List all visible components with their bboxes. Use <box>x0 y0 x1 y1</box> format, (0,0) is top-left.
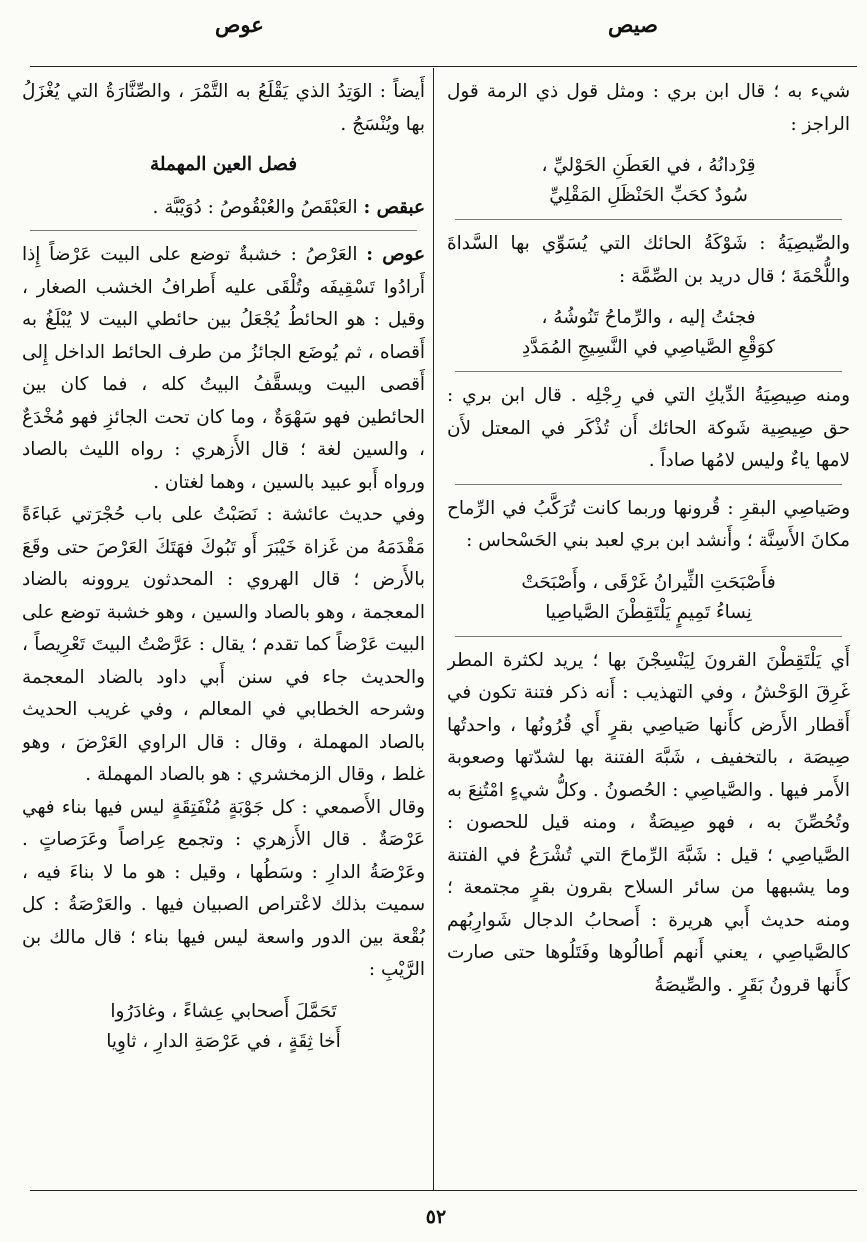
divider <box>455 484 842 485</box>
divider <box>30 230 417 231</box>
paragraph: شيء به ؛ قال ابن بري : ومثل قول ذي الرمة قول الراجز : <box>447 81 850 135</box>
divider <box>455 219 842 220</box>
paragraph: ومنه صِيصِيَةُ الدِّيكِ التي في رِجْلِه . قال ابن بري : حق صِيصِية شَوكة الحائك أَن تُذْكَر في المعتل لأَن لامها ياءٌ وليس لامُها صاداً . <box>447 385 850 471</box>
section-title: فصل العين المهملة <box>149 154 297 175</box>
right-column <box>447 76 850 1182</box>
verse-line: فجئتُ إليه ، والرِّماحُ تَنُوشُهُ ، <box>541 307 756 328</box>
verse-line: تَحَمَّلَ أَصحابي عِشاءً ، وغادَرُوا <box>110 1000 337 1022</box>
divider <box>455 371 842 372</box>
verse-block <box>447 151 850 211</box>
page-number: ٥٢ <box>425 1206 447 1228</box>
paragraph: وقال الأَصمعي : كل جَوْبَةٍ مُنْفَتِقَةٍ ليس فيها بناء فهي عَرْصَةٌ . قال الأَزهري : وتجمع عِراصاً وعَرَصاتٍ . وعَرْصَةُ الدارِ : وسَطُها ، وقيل : هو ما لا بناءَ فيه ، سميت بذلك لاعْتراص الصبيان فيها . والعَرْصَةُ : كل بُقْعة بين الدور واسعة ليس فيها بناء ؛ قال مالك بن الرَّيْبِ : <box>22 796 425 980</box>
entry-body: العَبْقَصُ والعُبْقُوصُ : دُوَيْبَّة . <box>152 196 364 218</box>
verse-line: أَخا ثِقَةٍ ، في عَرْصَةِ الدارِ ، ثاوِيا <box>106 1030 341 1052</box>
entry-body: العَرْصُ : خشبةٌ توضع على البيت عَرْضاً إِذا أَرادُوا تَسْقِيفَه وتُلْقَى عليه أَطرافُ الخشب الصغار ، وقيل : هو الحائطُ يُجْعَلُ بين حائطي البيت لا يُبْلَغُ به أَقصاه ، ثم يُوضَع الجائزُ من طرف الحائط الداخل إِلى أَقصى البيت ويسقَّفُ البيتُ كله ، فما كان بين الحائطين فهو سَهْوَةٌ ، وما كان تحت الجائزِ فهو مُخْدَعٌ ، والسين لغة ؛ قال الأَزهري : رواه الليث بالصاد ورواه أَبو عبيد بالسين ، وهما لغتان . <box>22 244 425 493</box>
verse-block <box>22 997 425 1057</box>
top-rule <box>30 66 857 67</box>
verse-block <box>447 303 850 363</box>
paragraph: أَي يَلْتَقِطْنَ القرونَ لِيَنْسِجْنَ بها ؛ يريد لكثرة المطر غَرِقَ الوَحْشُ ، وفي التهذيب : أَنه ذكر فتنة تكون في أَقطار الأَرض كأَنها صَياصِي بقرٍ أَي قُرُونُها ، واحدتُها صِيصَة ، بالتخفيف ، شَبَّهَ الفتنة بها لشدّتها وصعوبة الأَمر فيها . والصَّياصِي : الحُصونُ . وكلُّ شيءٍ امْتُنِعَ به وتُحُصِّنَ به ، فهو صِيصَةٌ ، ومنه قيل للحصون : الصَّياصِي ؛ قيل : شَبَّهَ الرِّماحَ التي تُشْرَعُ في الفتنة وما يشبهها من سائر السلاح بقرون بقرٍ مجتمعة ؛ ومنه حديث أَبي هريرة : أَصحابُ الدجال شَوارِبُهم كالصَّياصِي ، يعني أَنهم أَطالُوها وفَتَلُوها حتى صارت كأَنها قرونُ بَقَرٍ . والصِّيصَةُ <box>447 649 850 996</box>
left-column <box>22 76 425 1182</box>
page-header-right: صيص <box>608 12 658 37</box>
bottom-rule <box>30 1190 857 1191</box>
paragraph: وفي حديث عائشة : نَصَبْتُ على باب حُجْرَتي عَباءَةً مَقْدَمَهُ من غَزاة خَيْبَرَ أَو تَبُوكَ فهَتَكَ العَرْصَ حتى وقَعَ بالأَرض ؛ قال الهروي : المحدثون يروونه بالضاد المعجمة ، وهو بالصاد والسين ، وهو خشبة توضع على البيت عَرْضاً كما تقدم ؛ يقال : عَرَّصْتُ البيتَ تَعْرِيصاً ، والحديث جاء في سنن أَبي داود بالضاد المعجمة وشرحه الخطابي في المعالم ، وفي غريب الحديث بالصاد المهملة ، وقال : قال الراوي العَرْضَ ، وهو غلط ، وقال الزمخشري : هو بالصاد المهملة . <box>22 504 425 785</box>
page-header-left: عوص <box>215 12 264 37</box>
divider <box>455 636 842 637</box>
verse-line: سُودٌ كحَبِّ الحَنْظَلِ المَقْلِيِّ <box>549 185 748 206</box>
verse-block <box>447 568 850 628</box>
dictionary-entry <box>22 192 425 225</box>
entry-headword: عوص : <box>366 244 425 265</box>
verse-line: نِساءُ تَمِيمٍ يَلْتَقِطْنَ الصَّياصِيا <box>545 601 752 623</box>
paragraph: أَيضاً : الوَتِدُ الذي يَقْلَعُ به التَّمْرَ ، والصِّنَّارَةُ التي يُغْزَلُ بها ويُنْسَجُ . <box>22 81 425 135</box>
paragraph: والصِّيصِيَةُ : شَوْكَةُ الحائك التي يُسَوِّي بها السَّداةَ واللُّحْمَةَ ؛ قال دريد بن الصِّمَّة : <box>447 233 850 287</box>
paragraph: وصَياصِي البقرِ : قُرونها وربما كانت تُرَكَّبُ في الرِّماح مكانَ الأَسِنَّة ؛ وأَنشد ابن بري لعبد بني الحَسْحاس : <box>447 497 850 551</box>
verse-line: فأَصْبَحَتِ الثِّيرانُ غَرْقَى ، وأَصْبَحَتْ <box>521 571 776 593</box>
dictionary-entry <box>22 239 425 499</box>
entry-headword: عبقص : <box>363 196 425 218</box>
column-divider <box>433 68 434 1190</box>
verse-line: كوَقْعِ الصَّياصِي في النَّسِيجِ المُمَدَّدِ <box>521 337 775 358</box>
verse-line: قِرْدانُهُ ، في العَطَنِ الحَوْليِّ ، <box>541 155 756 176</box>
